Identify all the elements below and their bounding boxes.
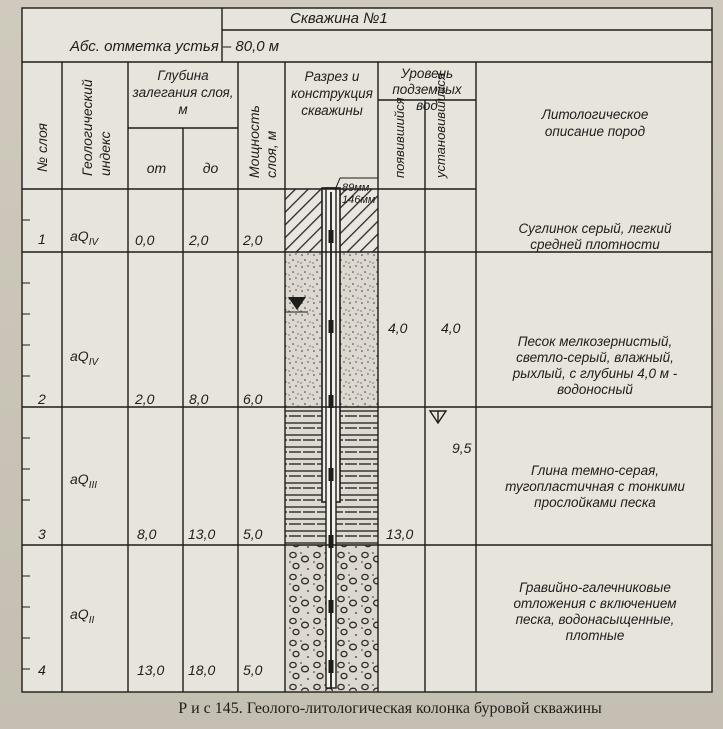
layer-2-index: $aQ_{IV}$ — [70, 348, 99, 368]
layer-1-thickness: 2,0 — [243, 232, 263, 248]
header-lithology: Литологическое описание пород — [541, 107, 649, 139]
layer-2-thickness: 6,0 — [243, 391, 263, 407]
layer-4-to: 18,0 — [188, 662, 216, 678]
layer-4-no: 4 — [38, 662, 46, 678]
layer-3-from: 8,0 — [137, 526, 157, 542]
collar-elevation: Абс. отметка устья – 80,0 м — [70, 38, 280, 55]
layer-3-description: Глина темно-серая, тугопластичная с тонкими прослойками песка — [505, 463, 685, 510]
layer-4-from: 13,0 — [137, 662, 165, 678]
header-depth: Глубина залегания слоя, м — [132, 68, 234, 117]
layer-2-from: 2,0 — [135, 391, 155, 407]
header-depth-from: от — [146, 160, 167, 176]
layer-1-to: 2,0 — [189, 232, 209, 248]
layer-4-thickness: 5,0 — [243, 662, 263, 678]
layer-3-water-appeared: 13,0 — [386, 526, 414, 542]
layer-1-from: 0,0 — [135, 232, 155, 248]
layer-3-water-established: 9,5 — [452, 440, 472, 456]
layer-4-index: $aQ_{II}$ — [70, 606, 95, 626]
header-water-appeared: появившийся — [392, 97, 407, 178]
layer-1-index: $aQ_{IV}$ — [70, 228, 99, 248]
layer-1-description: Суглинок серый, легкий средней плотности — [518, 221, 672, 252]
layer-2-to: 8,0 — [189, 391, 209, 407]
layer-4-description: Гравийно-галечниковые отложения с включением песка, водонасыщенные, плотные — [513, 580, 677, 643]
header-layer-no: № слоя — [34, 123, 50, 172]
header-depth-to: до — [202, 160, 219, 176]
header-thickness: Мощность слоя, м — [246, 105, 279, 178]
casing-outer-diameter: 89мм — [342, 182, 370, 194]
layer-3-thickness: 5,0 — [243, 526, 263, 542]
layer-2-no: 2 — [38, 391, 46, 407]
layer-3-to: 13,0 — [188, 526, 216, 542]
layer-1-no: 1 — [38, 231, 46, 247]
layer-2-water-established: 4,0 — [441, 320, 461, 336]
layer-3-no: 3 — [38, 526, 46, 542]
figure-caption: Р и с 145. Геолого-литологическая колонка буровой скважины — [178, 700, 602, 717]
well-title: Скважина №1 — [290, 10, 388, 27]
layer-2-water-appeared: 4,0 — [388, 320, 408, 336]
header-water-established: установившийся — [433, 73, 448, 178]
header-water: Уровень подземных вод — [392, 66, 462, 113]
layer-3-index: $aQ_{III}$ — [70, 471, 98, 491]
layer-2-description: Песок мелкозернистый, светло-серый, влажный, рыхлый, с глубины 4,0 м - водоносный — [512, 334, 678, 397]
casing-inner-diameter: 146мм — [342, 194, 376, 206]
header-geo-index: Геологический индекс — [79, 79, 113, 176]
header-section: Разрез и конструкция скважины — [291, 69, 373, 118]
